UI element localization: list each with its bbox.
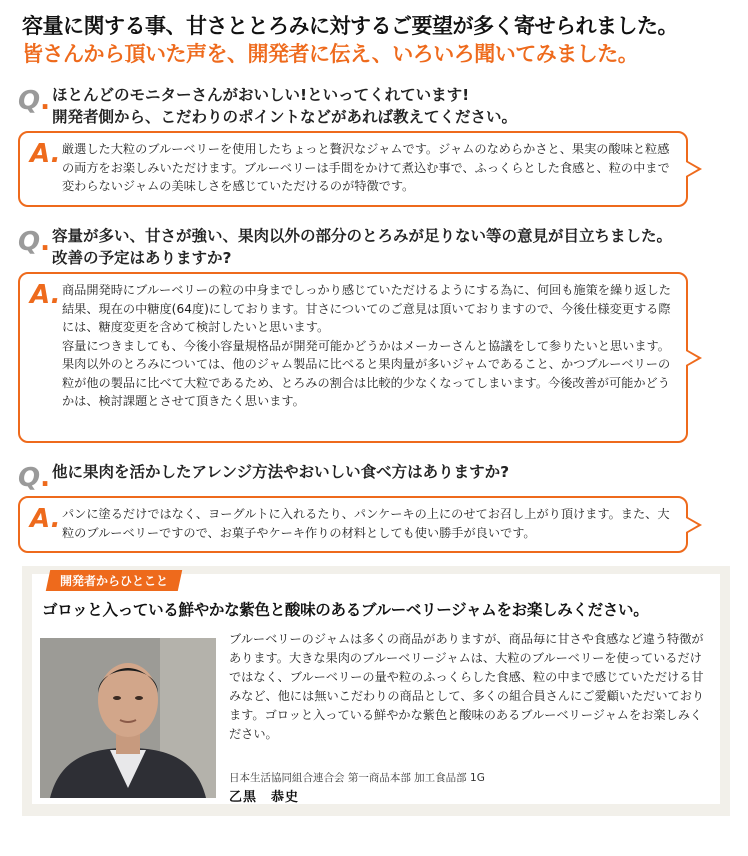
- q-mark: Q.: [18, 463, 50, 493]
- answer-3: [18, 496, 688, 553]
- question-3: [18, 461, 738, 493]
- question-text: ほとんどのモニターさんがおいしい!といってくれています! 開発者側から、こだわりのポイントなどがあれば教えてください。: [52, 86, 518, 126]
- question-2: [18, 225, 738, 269]
- a-mark: A.: [30, 139, 61, 169]
- person-portrait-icon: [40, 638, 216, 798]
- developer-name: 乙黒 恭史: [229, 790, 300, 805]
- question-text: 他に果肉を活かしたアレンジ方法やおいしい食べ方はありますか?: [52, 463, 510, 481]
- answer-text: パンに塗るだけではなく、ヨーグルトに入れるたり、パンケーキの上にのせてお召し上がり頂けます。また、大粒のブルーベリーですので、お菓子やケーキ作りの材料としても使い勝手が良いです。: [62, 507, 670, 540]
- question-text: 容量が多い、甘さが強い、果肉以外の部分のとろみが足りない等の意見が目立ちました。 改善の予定はありますか?: [52, 227, 673, 267]
- page-headline: [22, 12, 678, 68]
- question-1: [18, 84, 738, 128]
- q-mark: Q.: [18, 86, 50, 116]
- answer-text: 商品開発時にブルーベリーの粒の中身までしっかり感じていただけるようにする為に、何回も施策を繰り返した結果、現在の中糖度(64度)にしております。甘さについてのご意見は頂いておりますので、今後仕様変更する際には、糖度変更を含めて検討したいと思います。 容量につきましても、今後小容量規格品が開発可能かどうかはメーカーさんと協議をして参りたいと思います。 果肉以外のとろみについては、他のジャム製品に比べると果肉量が多いジャムであること、かつブルーベリーの粒が他の製品に比べて大粒であるため、とろみの割合は比較的少なくなってしまいます。今後改善が可能かどうかは、検討課題とさせて頂きたく思います。: [62, 283, 671, 408]
- developer-comment-panel: [32, 574, 720, 804]
- headline-line-2: 皆さんから頂いた声を、開発者に伝え、いろいろ聞いてみました。: [22, 42, 639, 66]
- answer-2: [18, 272, 688, 443]
- a-mark: A.: [30, 280, 61, 310]
- a-mark: A.: [30, 504, 61, 534]
- q-mark: Q.: [18, 227, 50, 257]
- answer-text: 厳選した大粒のブルーベリーを使用したちょっと贅沢なジャムです。ジャムのなめらかさと、果実の酸味と粒感の両方をお楽しみいただけます。ブルーベリーは手間をかけて煮込む事で、ふっくらとした食感と、粒の中まで変わらないジャムの美味しさを感じていただけるのが特徴です。: [62, 142, 670, 193]
- developer-photo: [40, 638, 216, 798]
- headline-line-1: 容量に関する事、甘さととろみに対するご要望が多く寄せられました。: [22, 14, 678, 38]
- developer-message: ブルーベリーのジャムは多くの商品がありますが、商品毎に甘さや食感など違う特徴があります。大きな果肉のブルーベリージャムは、大粒のブルーベリーを使っているだけではなく、ブルーベリーの量や粒のふっくらした食感、粒の中まで感じていただける甘みなど、他には無いこだわりの商品として、多くの組合員さんにご愛顧いただいております。ゴロッと入っている鮮やかな紫色と酸味のあるブルーベリージャムをお楽しみください。: [229, 632, 705, 741]
- developer-tag: 開発者からひとこと: [46, 570, 182, 591]
- developer-comment-box: [22, 566, 730, 816]
- developer-title: ゴロッと入っている鮮やかな紫色と酸味のあるブルーベリージャムをお楽しみください。: [42, 601, 649, 619]
- developer-organization: 日本生活協同組合連合会 第一商品本部 加工食品部 1G: [229, 772, 485, 784]
- answer-1: [18, 131, 688, 207]
